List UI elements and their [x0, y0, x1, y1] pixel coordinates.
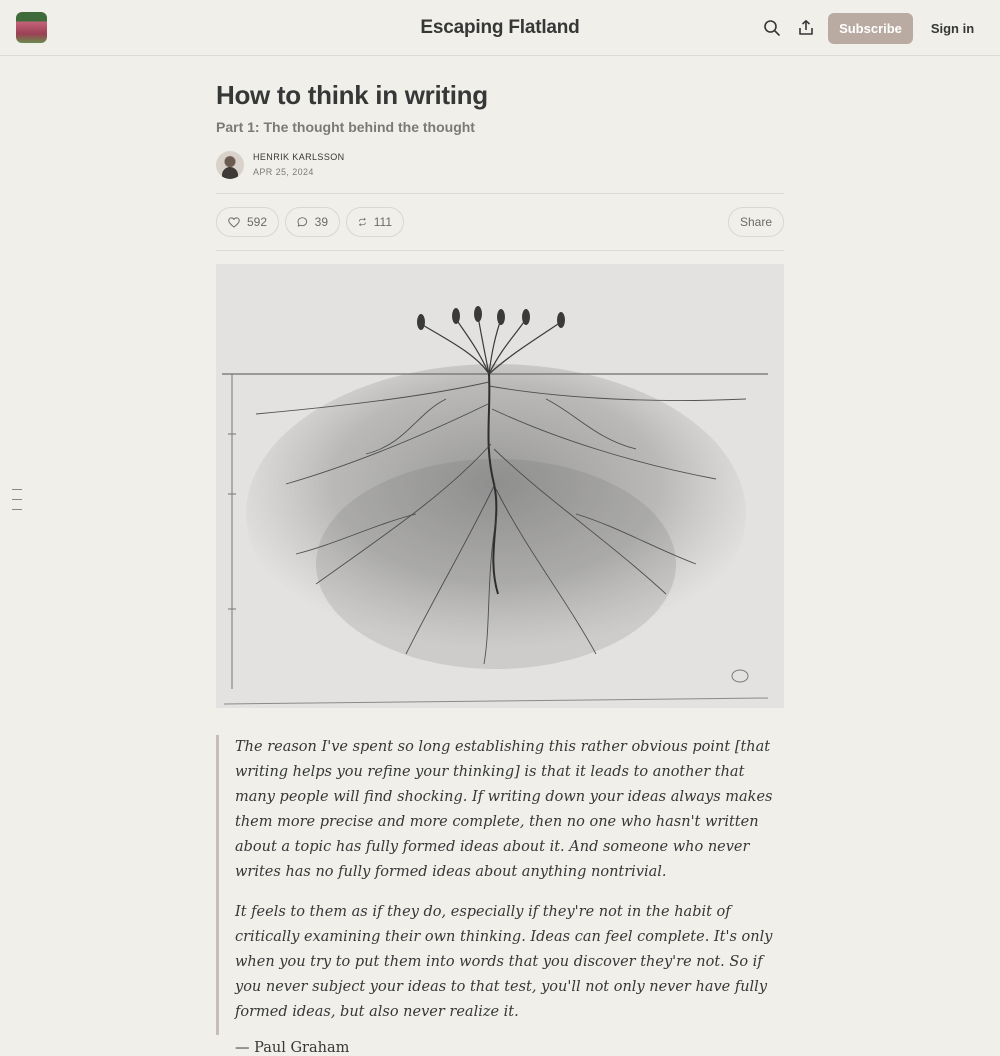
subscribe-button[interactable]: Subscribe — [828, 13, 913, 44]
restack-count: 111 — [373, 215, 392, 229]
comment-icon — [297, 214, 308, 230]
post-image[interactable] — [216, 264, 784, 708]
comment-count: 39 — [314, 215, 328, 229]
search-icon — [763, 19, 781, 37]
post-subtitle: Part 1: The thought behind the thought — [216, 119, 475, 135]
share-post-button[interactable] — [728, 207, 784, 237]
share-post-label: Share — [739, 215, 773, 229]
quote-paragraph: It feels to them as if they do, especially if they're not in the habit of critically examining their own thinking. Ideas can feel complete. It's only when you try to put them into words that you discover they're not. So if you never subject your ideas to that test, you'll not only never have fully formed ideas, but also never realize it. — [235, 904, 773, 1020]
post-date: APR 25, 2024 — [253, 167, 314, 177]
blockquote — [216, 735, 784, 1056]
quote-paragraph: The reason I've spent so long establishing this rather obvious point [that writing helps you refine your thinking] is that it leads to another that many people will find shocking. If writing down your ideas always makes them more precise and more complete, then no one who hasn't written about a topic has fully formed ideas about it. And someone who never writes has no fully formed ideas about anything nontrivial. — [235, 739, 773, 880]
site-title[interactable]: Escaping Flatland — [420, 17, 580, 38]
table-of-contents-toggle[interactable] — [12, 489, 22, 519]
author-avatar[interactable] — [216, 151, 244, 179]
toc-line — [12, 489, 22, 490]
search-button[interactable] — [761, 17, 783, 39]
byline — [216, 151, 516, 181]
plant-root-drawing — [216, 264, 784, 708]
toc-line — [12, 499, 22, 500]
like-button[interactable] — [216, 207, 279, 237]
toc-line — [12, 509, 22, 510]
restack-icon — [358, 214, 367, 230]
divider — [216, 250, 784, 251]
author-name[interactable]: HENRIK KARLSSON — [253, 152, 345, 162]
like-count: 592 — [246, 215, 267, 229]
heart-icon — [228, 215, 240, 230]
divider — [216, 193, 784, 194]
share-button[interactable] — [795, 17, 817, 39]
sign-in-button[interactable]: Sign in — [925, 13, 980, 44]
top-bar — [0, 0, 1000, 56]
share-icon — [797, 19, 815, 37]
quote-attribution: — Paul Graham — [235, 1040, 350, 1056]
post-title: How to think in writing — [216, 80, 488, 110]
restack-button[interactable] — [346, 207, 404, 237]
comment-button[interactable] — [285, 207, 340, 237]
